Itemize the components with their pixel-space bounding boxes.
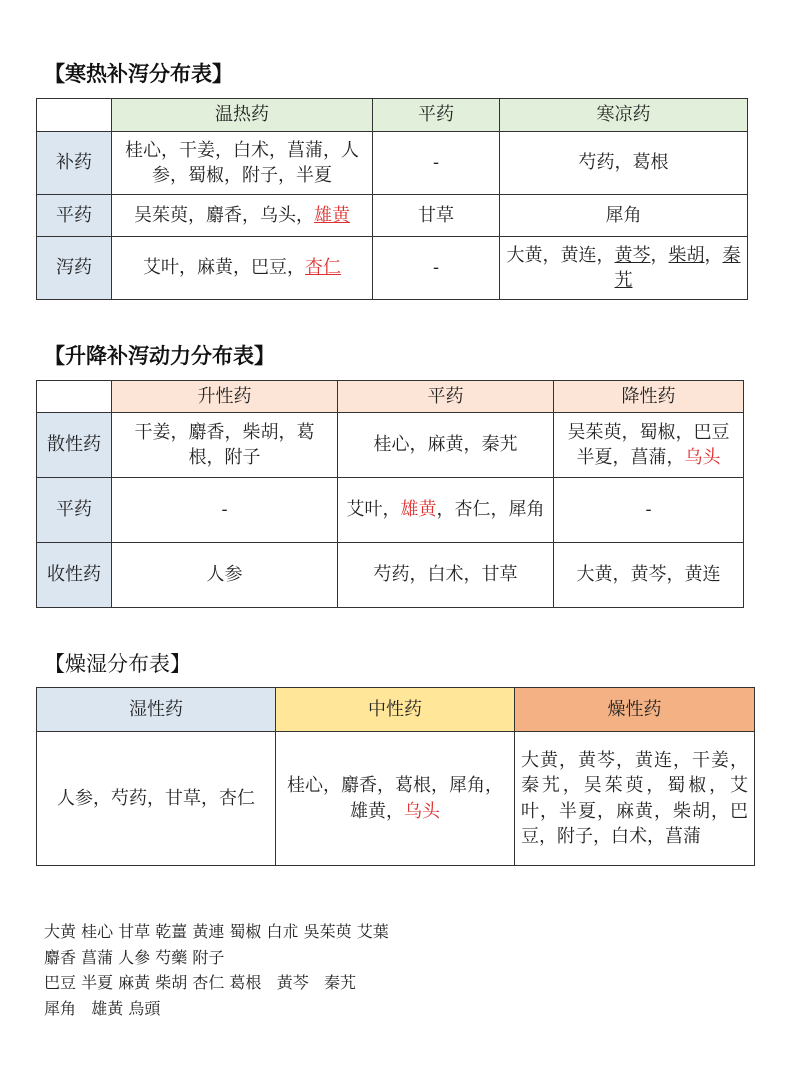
- notes-line: 大黄 桂心 甘草 乾薑 黃連 蜀椒 白朮 吳茱萸 艾葉: [44, 922, 389, 941]
- table1-cell: 芍药，葛根: [500, 132, 748, 195]
- table3-cell: 大黄，黄芩，黄连，干姜，秦艽，吴茱萸，蜀椒，艾叶，半夏，麻黄，柴胡，巴豆，附子，白术，菖蒲: [515, 732, 755, 866]
- table1-cell: [112, 237, 373, 300]
- table3-header-neutral: 中性药: [276, 688, 515, 732]
- table2-header-falling: 降性药: [554, 381, 744, 413]
- table1-cell: 桂心，干姜，白术，菖蒲，人参，蜀椒，附子，半夏: [112, 132, 373, 195]
- table1-cell: [500, 237, 748, 300]
- table1-header-warm: 温热药: [112, 99, 373, 132]
- table2-header-neutral: 平药: [338, 381, 554, 413]
- table1-cell: -: [373, 132, 500, 195]
- table2-cell: 桂心，麻黄，秦艽: [338, 413, 554, 478]
- table3-cell: 人参，芍药，甘草，杏仁: [37, 732, 276, 866]
- table2-cell: 干姜，麝香，柴胡，葛根，附子: [112, 413, 338, 478]
- cell-text: 桂心，麝香，葛根，犀角，雄黄，: [287, 775, 503, 822]
- table1-header-cold: 寒凉药: [500, 99, 748, 132]
- table2: [36, 380, 744, 608]
- cell-text: 艾叶，: [346, 499, 401, 521]
- table1-header-neutral: 平药: [373, 99, 500, 132]
- table2-title: 【升降补泻动力分布表】: [44, 344, 275, 368]
- table2-cell: 芍药，白术，甘草: [338, 543, 554, 608]
- table2-cell: [554, 413, 744, 478]
- table3-cell: [276, 732, 515, 866]
- table1-row-label: 补药: [37, 132, 112, 195]
- separator: ，: [704, 244, 723, 266]
- table1-cell: -: [373, 237, 500, 300]
- table1-corner: [37, 99, 112, 132]
- underlined-herb: 秦艽: [614, 244, 741, 291]
- table2-row-label: 平药: [37, 478, 112, 543]
- notes-line: 犀角 雄黃 烏頭: [44, 998, 161, 1018]
- table1-cell: [112, 195, 373, 237]
- table3-header-damp: 湿性药: [37, 688, 276, 732]
- table1-cell: 犀角: [500, 195, 748, 237]
- underlined-herb: 柴胡: [668, 244, 705, 266]
- table1: [36, 98, 748, 300]
- table2-corner: [37, 381, 112, 413]
- table1-cell: 甘草: [373, 195, 500, 237]
- cell-text: ，杏仁，犀角: [436, 499, 545, 521]
- table2-header-rising: 升性药: [112, 381, 338, 413]
- red-herb: 乌头: [684, 447, 721, 468]
- table1-row-label: 平药: [37, 195, 112, 237]
- table1-title: 【寒热补泻分布表】: [44, 62, 233, 86]
- red-herb: 雄黄: [314, 204, 350, 226]
- cell-text: 艾叶，麻黄，巴豆，: [143, 257, 305, 279]
- red-herb: 乌头: [404, 800, 440, 822]
- table2-row-label: 散性药: [37, 413, 112, 478]
- table2-cell: [338, 478, 554, 543]
- table2-cell: 人参: [112, 543, 338, 608]
- table2-cell: 大黄，黄芩，黄连: [554, 543, 744, 608]
- notes-line: 麝香 菖蒲 人參 芍藥 附子: [44, 947, 225, 967]
- table3: [36, 687, 755, 866]
- red-herb: 雄黄: [400, 499, 437, 521]
- table1-row-label: 泻药: [37, 237, 112, 300]
- table2-row-label: 收性药: [37, 543, 112, 608]
- herb-notes: [44, 919, 389, 1021]
- cell-text: 吴茱萸，蜀椒，巴豆半夏，菖蒲，: [567, 421, 730, 468]
- separator: ，: [650, 244, 669, 266]
- underlined-herb: 黄芩: [614, 244, 651, 266]
- table2-cell: -: [112, 478, 338, 543]
- cell-text: 大黄，黄连，: [506, 244, 615, 266]
- notes-line: 巴豆 半夏 麻黃 柴胡 杏仁 葛根 黃芩 秦艽: [44, 973, 356, 992]
- table3-header-dry: 燥性药: [515, 688, 755, 732]
- table2-cell: -: [554, 478, 744, 543]
- red-herb: 杏仁: [305, 257, 341, 279]
- table3-title: 【燥湿分布表】: [44, 652, 191, 676]
- cell-text: 吴茱萸，麝香，乌头，: [134, 204, 314, 226]
